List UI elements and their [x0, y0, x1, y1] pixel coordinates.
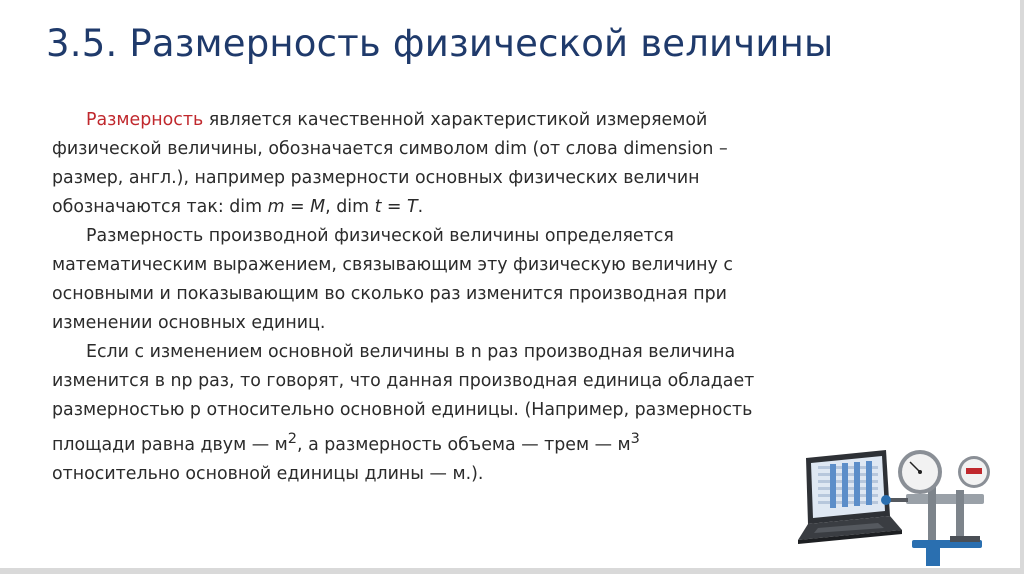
text-span: =: [284, 197, 311, 217]
text-line: размерностью p относительно основной единицы. (Например, размерность: [52, 400, 753, 420]
text-span: обозначаются так: dim: [52, 197, 268, 217]
text-line: [52, 222, 902, 251]
paragraph-example: [52, 338, 902, 489]
slide-title: 3.5. Размерность физической величины: [46, 22, 834, 65]
paragraph-derived-dimension: [52, 222, 902, 338]
text-span: Если с изменением основной величины в n раз производная величина: [86, 342, 736, 362]
text-line: физической величины, обозначается символом dim (от слова dimension –: [52, 139, 728, 159]
text-line: изменится в np раз, то говорят, что данная производная единица обладает: [52, 371, 755, 391]
italic-symbol: m: [267, 197, 285, 217]
slide-body: [52, 106, 902, 489]
paragraph-definition: [52, 106, 902, 222]
text-span: , dim: [325, 197, 375, 217]
laptop-with-pressure-gauge-calibrator-icon: [778, 428, 1000, 568]
text-line: [52, 425, 902, 460]
text-span: площади равна двум — м: [52, 434, 288, 455]
italic-symbol: T: [407, 197, 418, 217]
text-line: относительно основной единицы длины — м.).: [52, 463, 484, 484]
highlighted-term: Размерность: [86, 110, 204, 130]
text-line: основными и показывающим во сколько раз изменится производная при: [52, 284, 727, 304]
superscript: 2: [287, 431, 298, 447]
text-line: [52, 338, 902, 367]
italic-symbol: t: [374, 197, 382, 217]
italic-symbol: M: [310, 197, 326, 217]
text-span: .: [417, 197, 424, 217]
text-line: изменении основных единиц.: [52, 313, 326, 333]
superscript: 3: [630, 431, 640, 447]
text-line: [52, 193, 902, 222]
pressure-gauge-icon: [881, 450, 990, 566]
text-span: , а размерность объема — трем — м: [297, 434, 631, 455]
text-line: [52, 106, 902, 135]
text-line: размер, англ.), например размерности основных физических величин: [52, 168, 700, 188]
text-line: математическим выражением, связывающим эту физическую величину с: [52, 255, 733, 275]
text-span: Размерность производной физической величины определяется: [86, 226, 674, 246]
text-span: =: [381, 197, 408, 217]
text-span: является качественной характеристикой измеряемой: [203, 110, 708, 130]
